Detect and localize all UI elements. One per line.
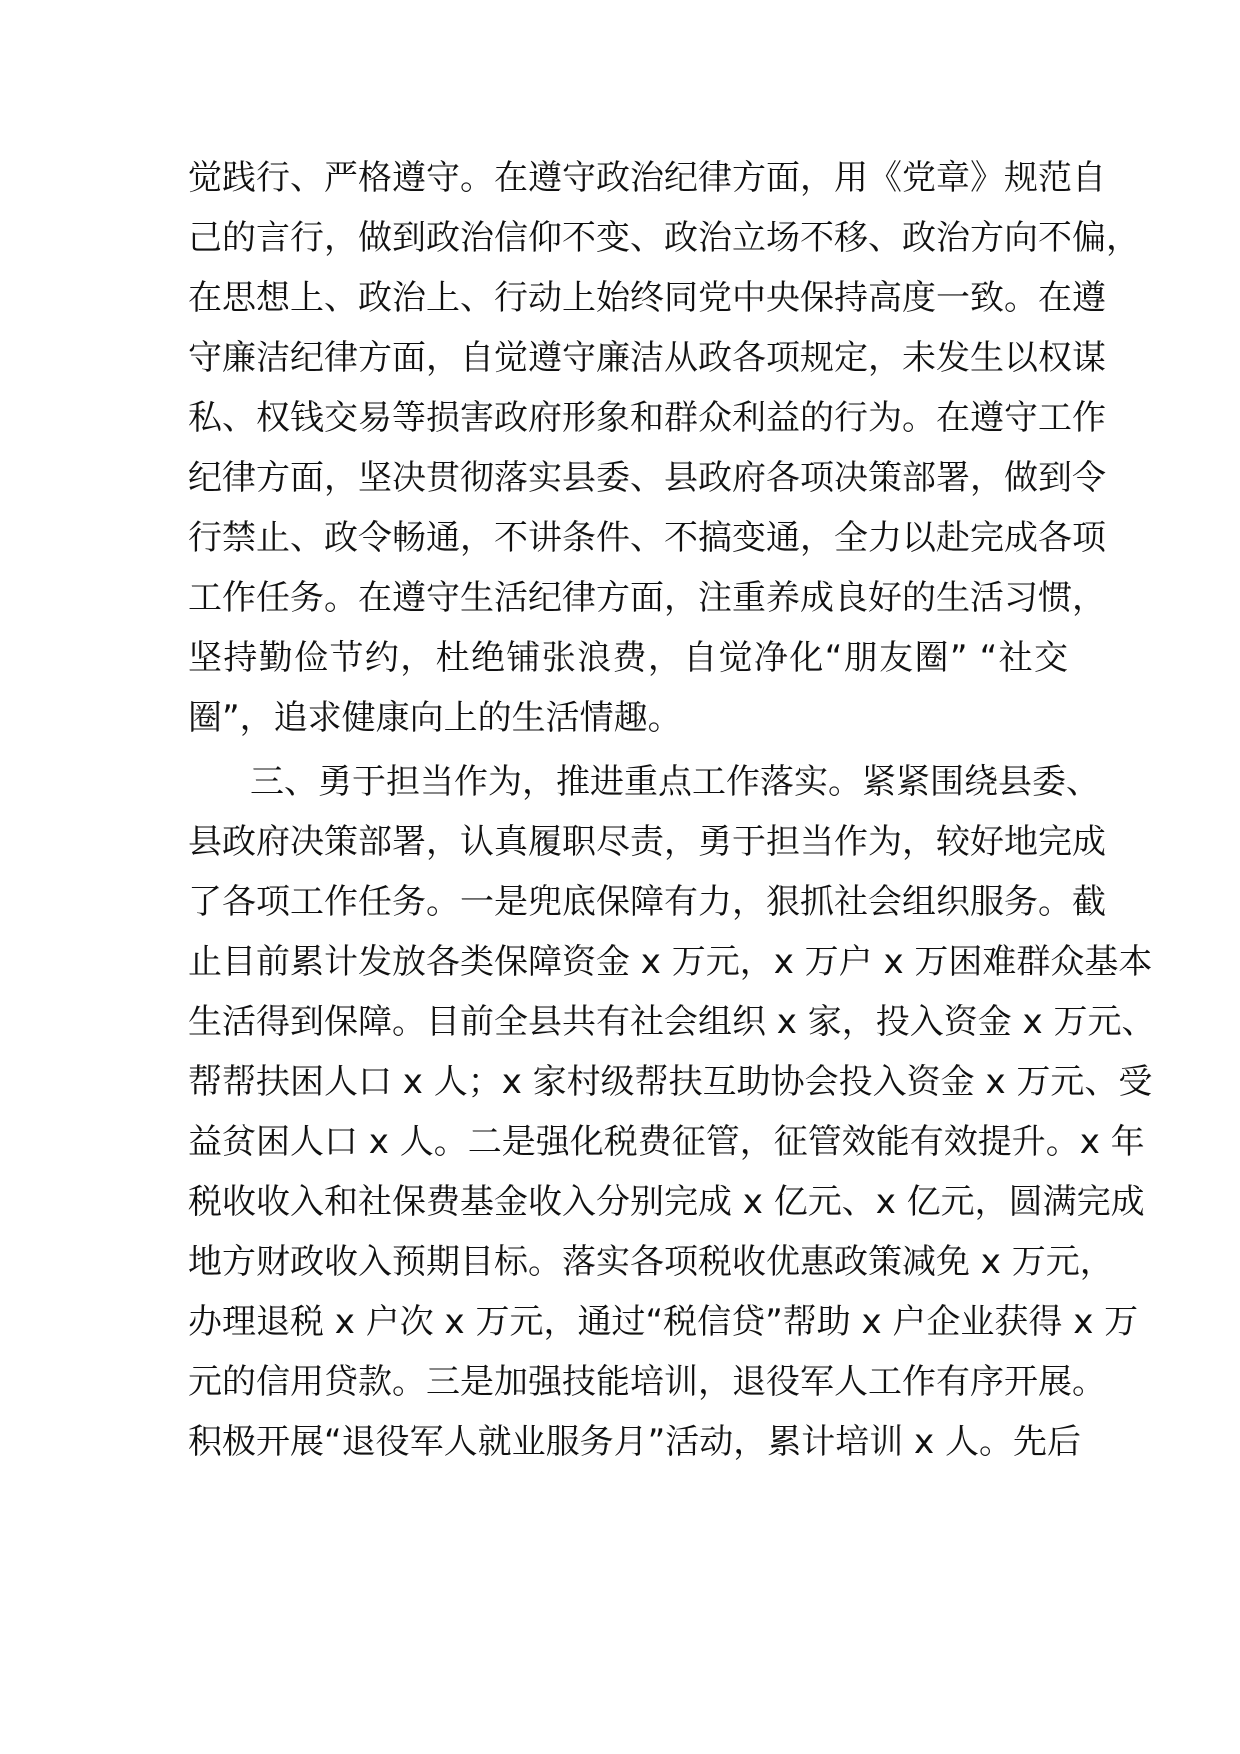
text-line: 税收收入和社保费基金收入分别完成 x 亿元、x 亿元，圆满完成	[188, 1182, 1145, 1222]
text-line: 益贫困人口 x 人。二是强化税费征管，征管效能有效提升。x 年	[188, 1122, 1145, 1162]
text-line: 私、权钱交易等损害政府形象和群众利益的行为。在遵守工作	[188, 398, 1106, 438]
text-line: 行禁止、政令畅通，不讲条件、不搞变通，全力以赴完成各项	[188, 518, 1106, 558]
text-line: 帮帮扶困人口 x 人；x 家村级帮扶互助协会投入资金 x 万元、受	[188, 1062, 1153, 1102]
text-line: 办理退税 x 户次 x 万元，通过“税信贷”帮助 x 户企业获得 x 万	[188, 1302, 1139, 1342]
text-line-paragraph-start: 三、勇于担当作为，推进重点工作落实。紧紧围绕县委、	[250, 762, 1100, 802]
text-line: 纪律方面，坚决贯彻落实县委、县政府各项决策部署，做到令	[188, 458, 1106, 498]
text-line: 元的信用贷款。三是加强技能培训，退役军人工作有序开展。	[188, 1362, 1106, 1402]
text-line: 己的言行，做到政治信仰不变、政治立场不移、政治方向不偏，	[188, 218, 1140, 258]
text-line: 坚持勤俭节约，杜绝铺张浪费，自觉净化“朋友圈” “社交	[188, 638, 1068, 678]
text-line: 止目前累计发放各类保障资金 x 万元，x 万户 x 万困难群众基本	[188, 942, 1153, 982]
text-line: 了各项工作任务。一是兜底保障有力，狠抓社会组织服务。截	[188, 882, 1106, 922]
text-line: 在思想上、政治上、行动上始终同党中央保持高度一致。在遵	[188, 278, 1106, 318]
text-line: 县政府决策部署，认真履职尽责，勇于担当作为，较好地完成	[188, 822, 1106, 862]
text-line: 积极开展“退役军人就业服务月”活动，累计培训 x 人。先后	[188, 1422, 1081, 1462]
text-line: 守廉洁纪律方面，自觉遵守廉洁从政各项规定，未发生以权谋	[188, 338, 1106, 378]
text-line: 地方财政收入预期目标。落实各项税收优惠政策减免 x 万元，	[188, 1242, 1114, 1282]
text-line: 生活得到保障。目前全县共有社会组织 x 家，投入资金 x 万元、	[188, 1002, 1156, 1042]
text-line-paragraph-end: 圈”，追求健康向上的生活情趣。	[188, 698, 682, 738]
text-line: 工作任务。在遵守生活纪律方面，注重养成良好的生活习惯，	[188, 578, 1106, 618]
text-line: 觉践行、严格遵守。在遵守政治纪律方面，用《党章》规范自	[188, 158, 1106, 198]
